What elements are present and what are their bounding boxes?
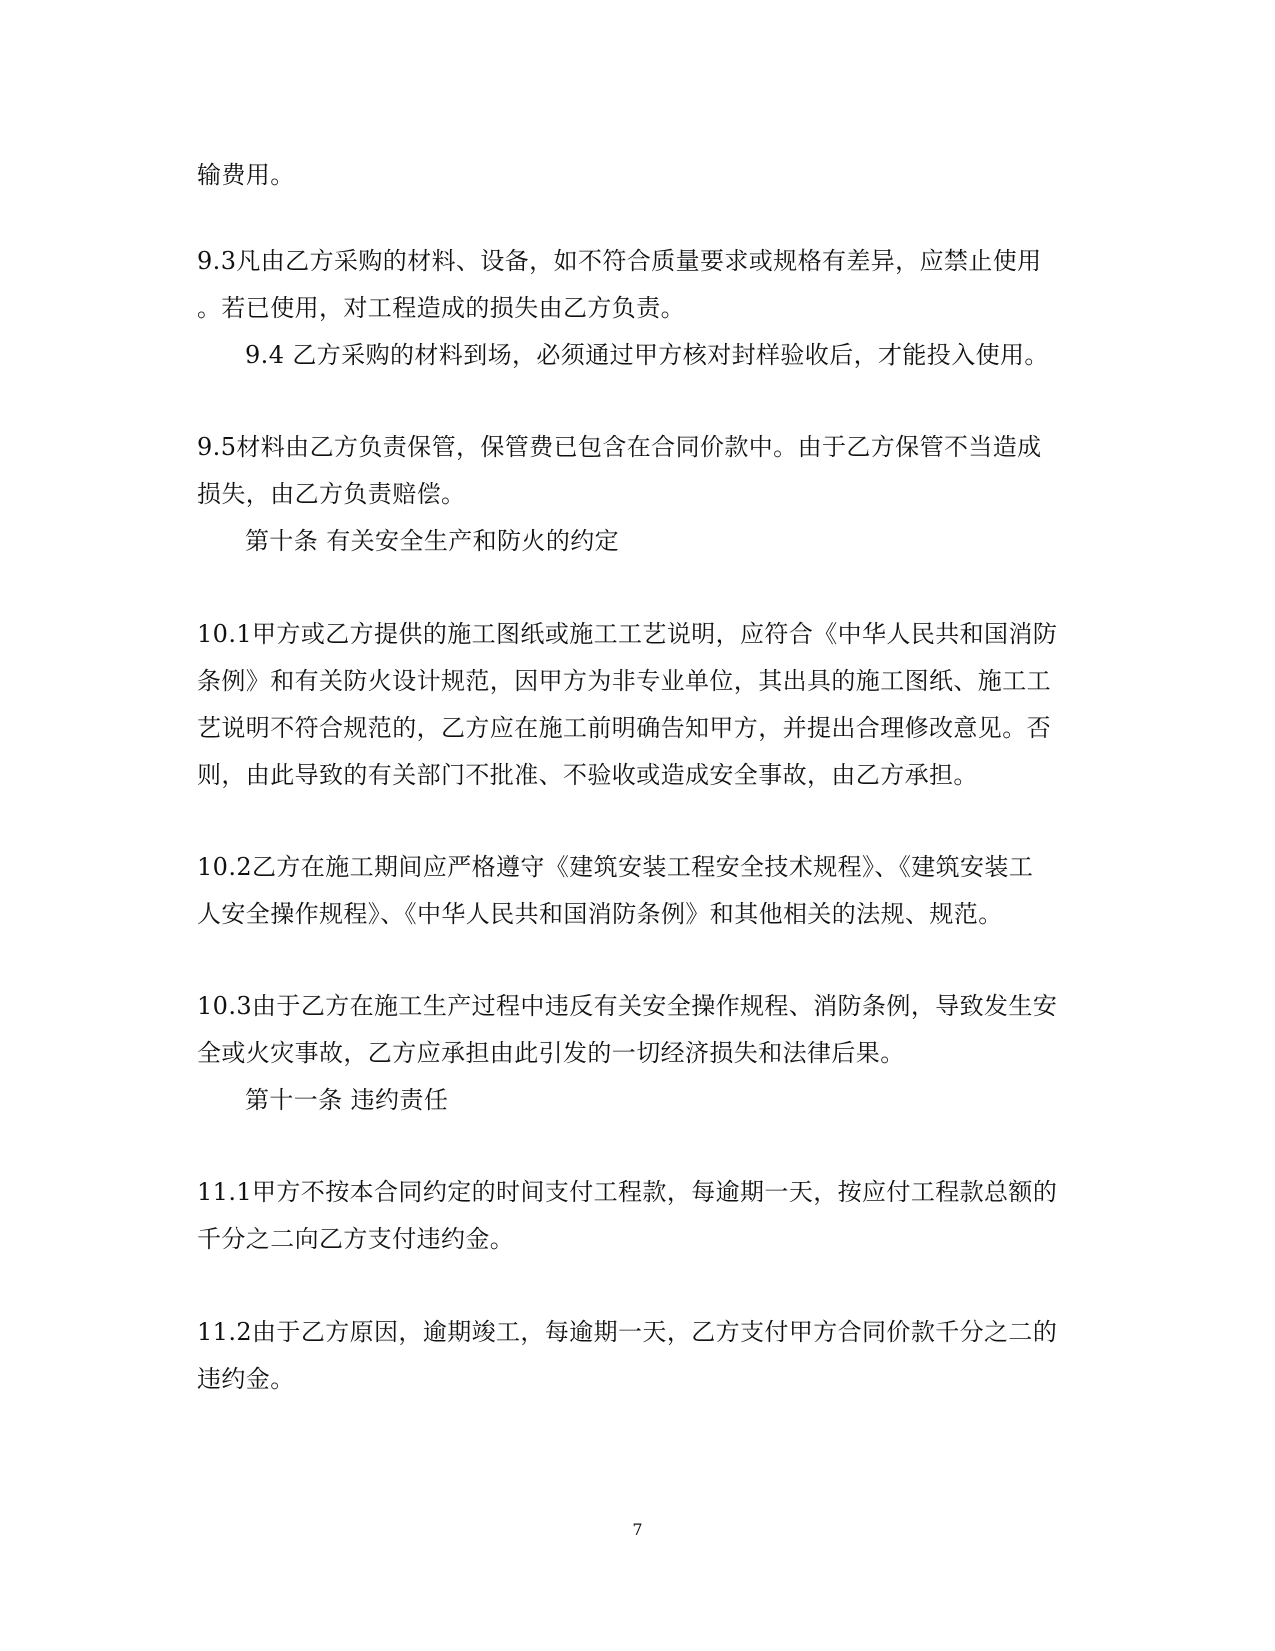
clause-11-1-line-1: 11.1甲方不按本合同约定的时间支付工程款，每逾期一天，按应付工程款总额的 (197, 1178, 1058, 1206)
clause-10-1-line-3: 艺说明不符合规范的，乙方应在施工前明确告知甲方，并提出合理修改意见。否 (197, 714, 1051, 742)
clause-9-4: 9.4 乙方采购的材料到场，必须通过甲方核对封样验收后，才能投入使用。 (245, 341, 1049, 369)
clause-11-1-line-2: 千分之二向乙方支付违约金。 (197, 1225, 515, 1253)
clause-11-2-line-1: 11.2由于乙方原因，逾期竣工，每逾期一天，乙方支付甲方合同价款千分之二的 (197, 1318, 1058, 1346)
page-number: 7 (632, 1520, 643, 1539)
clause-9-5-line-1: 9.5材料由乙方负责保管，保管费已包含在合同价款中。由于乙方保管不当造成 (197, 433, 1042, 461)
clause-9-3-line-1: 9.3凡由乙方采购的材料、设备，如不符合质量要求或规格有差异，应禁止使用 (197, 247, 1042, 275)
clause-10-3-line-2: 全或火灾事故，乙方应承担由此引发的一切经济损失和法律后果。 (197, 1039, 905, 1067)
article-10-heading: 第十条 有关安全生产和防火的约定 (245, 527, 620, 555)
clause-10-2-line-1: 10.2乙方在施工期间应严格遵守《建筑安装工程安全技术规程》、《建筑安装工 (197, 853, 1034, 881)
clause-10-1-line-4: 则，由此导致的有关部门不批准、不验收或造成安全事故，由乙方承担。 (197, 761, 978, 789)
clause-9-5-line-2: 损失，由乙方负责赔偿。 (197, 480, 466, 508)
clause-11-2-line-2: 违约金。 (197, 1365, 295, 1393)
clause-10-2-line-2: 人安全操作规程》、《中华人民共和国消防条例》和其他相关的法规、规范。 (197, 900, 1003, 928)
clause-10-1-line-2: 条例》和有关防火设计规范，因甲方为非专业单位，其出具的施工图纸、施工工 (197, 667, 1051, 695)
clause-10-1-line-1: 10.1甲方或乙方提供的施工图纸或施工工艺说明，应符合《中华人民共和国消防 (197, 620, 1058, 648)
clause-9-3-line-2: 。若已使用，对工程造成的损失由乙方负责。 (197, 294, 685, 322)
clause-10-3-line-1: 10.3由于乙方在施工生产过程中违反有关安全操作规程、消防条例，导致发生安 (197, 992, 1058, 1020)
text-line: 输费用。 (197, 161, 295, 189)
article-11-heading: 第十一条 违约责任 (245, 1086, 449, 1114)
